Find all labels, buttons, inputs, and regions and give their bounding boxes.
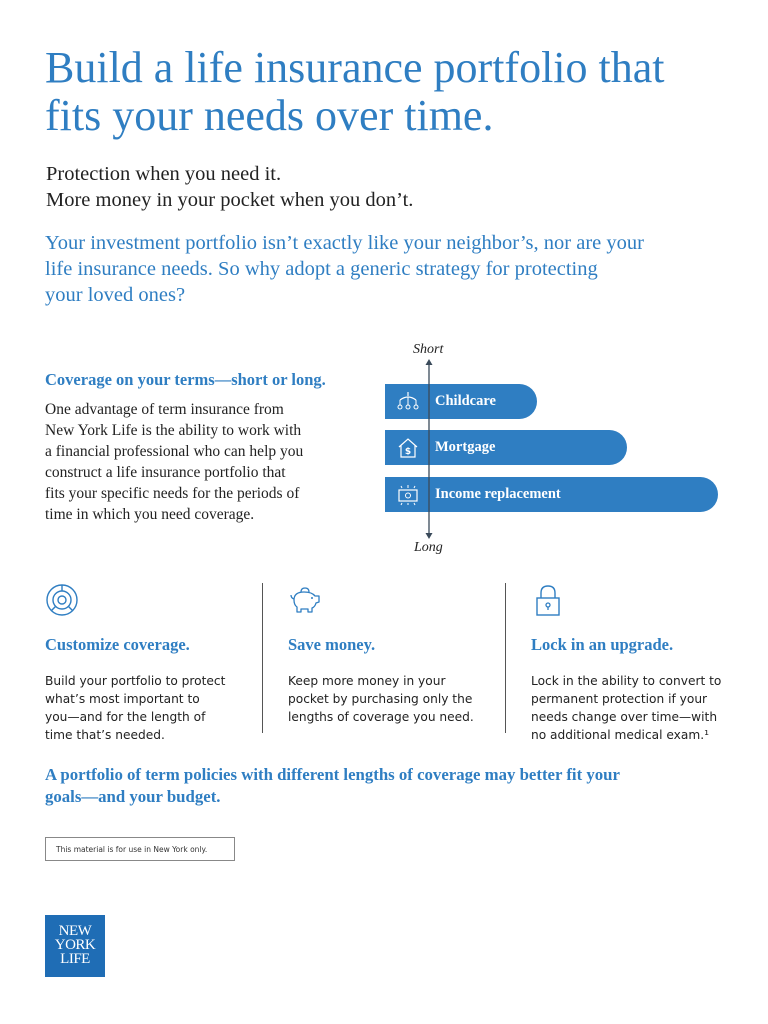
- feature-title: Save money.: [288, 635, 376, 654]
- coverage-body-line: construct a life insurance portfolio that: [45, 464, 286, 481]
- feature-body-line: Lock in the ability to convert to: [531, 674, 722, 688]
- subheadline: [46, 161, 413, 213]
- subheadline-line-2: More money in your pocket when you don’t.: [46, 189, 414, 211]
- time-axis-arrow: [421, 358, 437, 540]
- mobile-icon: [397, 391, 419, 413]
- logo-line: LIFE: [60, 951, 90, 967]
- feature-title: Customize coverage.: [45, 635, 190, 654]
- coverage-body-line: time in which you need coverage.: [45, 506, 255, 523]
- headline: [45, 44, 735, 140]
- feature-body-line: lengths of coverage you need.: [288, 710, 474, 724]
- feature-body-line: time that’s needed.: [45, 728, 165, 742]
- piggy-bank-icon: [288, 583, 322, 617]
- feature-body-line: permanent protection if your: [531, 692, 708, 706]
- coverage-title: Coverage on your terms—short or long.: [45, 370, 326, 389]
- bar-label-income-replacement: Income replacement: [435, 486, 561, 502]
- headline-line-1: Build a life insurance portfolio that: [45, 43, 665, 92]
- feature-title: Lock in an upgrade.: [531, 635, 674, 654]
- tagline: [45, 764, 735, 808]
- house-dollar-icon: [397, 437, 419, 459]
- coverage-body-line: New York Life is the ability to work with: [45, 422, 302, 439]
- intro-paragraph: [45, 230, 745, 308]
- feature-body-line: what’s most important to: [45, 692, 200, 706]
- new-york-life-logo: [45, 915, 105, 977]
- tagline-line-2: goals—and your budget.: [45, 787, 221, 806]
- feature-body-line: no additional medical exam.¹: [531, 728, 709, 742]
- tagline-line-1: A portfolio of term policies with different lengths of coverage may better fit your: [45, 765, 620, 784]
- coverage-body-line: a financial professional who can help you: [45, 443, 304, 460]
- logo-line: NEW: [58, 923, 92, 939]
- paycheck-icon: [397, 484, 419, 506]
- padlock-icon: [531, 583, 565, 617]
- axis-label-long: Long: [414, 540, 443, 555]
- headline-line-2: fits your needs over time.: [45, 91, 494, 140]
- coverage-body-line: One advantage of term insurance from: [45, 401, 284, 418]
- feature-body: [288, 672, 498, 726]
- feature-body: [45, 672, 255, 744]
- disclaimer-box: This material is for use in New York only.: [45, 837, 235, 861]
- feature-save-money: [288, 583, 498, 726]
- svg-text:$: $: [404, 447, 412, 457]
- feature-customize: [45, 583, 255, 744]
- feature-body: [531, 672, 741, 744]
- intro-line-1: Your investment portfolio isn’t exactly like your neighbor’s, nor are your: [45, 232, 644, 254]
- bar-label-mortgage: Mortgage: [435, 439, 496, 455]
- intro-line-3: your loved ones?: [45, 284, 186, 306]
- feature-body-line: Build your portfolio to protect: [45, 674, 226, 688]
- column-divider: [505, 583, 506, 733]
- feature-body-line: needs change over time—with: [531, 710, 718, 724]
- bar-label-childcare: Childcare: [435, 393, 496, 409]
- coverage-body: [45, 399, 365, 525]
- axis-label-short: Short: [413, 342, 444, 357]
- logo-text: [45, 924, 105, 966]
- subheadline-line-1: Protection when you need it.: [46, 163, 282, 185]
- bar-childcare: [385, 384, 537, 419]
- logo-line: YORK: [54, 937, 96, 953]
- feature-lock-upgrade: [531, 583, 741, 744]
- feature-body-line: you—and for the length of: [45, 710, 206, 724]
- coverage-body-line: fits your specific needs for the periods of: [45, 485, 300, 502]
- feature-body-line: Keep more money in your: [288, 674, 446, 688]
- feature-body-line: pocket by purchasing only the: [288, 692, 473, 706]
- column-divider: [262, 583, 263, 733]
- intro-line-2: life insurance needs. So why adopt a generic strategy for protecting: [45, 258, 598, 280]
- target-icon: [45, 583, 79, 617]
